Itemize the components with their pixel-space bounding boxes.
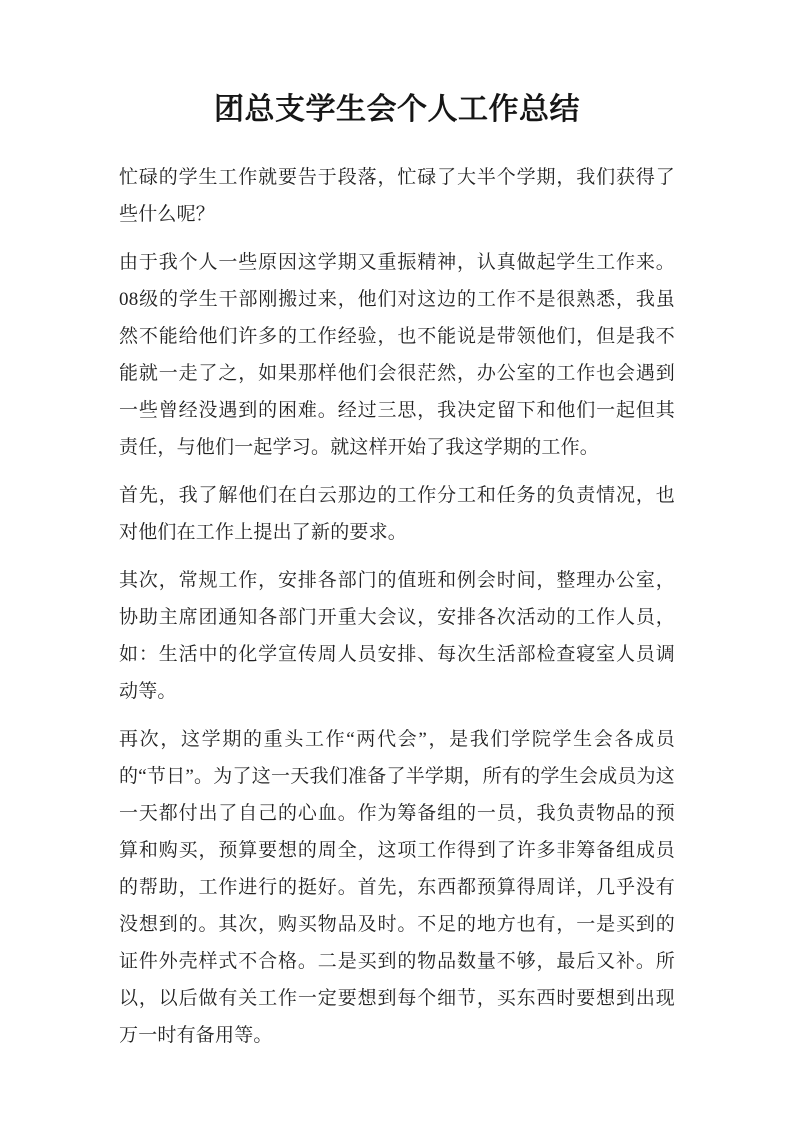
paragraph-second-point: 其次，常规工作，安排各部门的值班和例会时间，整理办公室，协助主席团通知各部门开重大会议，安排各次活动的工作人员，如：生活中的化学宣传周人员安排、每次生活部检查寝室人员调动等。 [119, 570, 675, 702]
document-title: 团总支学生会个人工作总结 [214, 93, 580, 126]
paragraph-intro: 忙碌的学生工作就要告于段落，忙碌了大半个学期，我们获得了些什么呢？ [119, 167, 675, 225]
paragraph-third-point: 再次，这学期的重头工作“两代会”，是我们学院学生会各成员的“节日”。为了这一天我们准备了半学期，所有的学生会成员为这一天都付出了自己的心血。作为筹备组的一员，我负责物品的预算和购买，预算要想的周全，这项工作得到了许多非筹备组成员的帮助，工作进行的挺好。首先，东西都预算得周详，几乎没有没想到的。其次，购买物品及时。不足的地方也有，一是买到的证件外壳样式不合格。二是买到的物品数量不够，最后又补。所以，以后做有关工作一定要想到每个细节，买东西时要想到出现万一时有备用等。 [119, 729, 675, 1046]
paragraph-first-point: 首先，我了解他们在白云那边的工作分工和任务的负责情况，也对他们在工作上提出了新的要求。 [119, 485, 675, 543]
paragraph-reason: 由于我个人一些原因这学期又重振精神，认真做起学生工作来。08级的学生干部刚搬过来，他们对这边的工作不是很熟悉，我虽然不能给他们许多的工作经验，也不能说是带领他们，但是我不能就一走了之，如果那样他们会很茫然，办公室的工作也会遇到一些曾经没遇到的困难。经过三思，我决定留下和他们一起但其责任，与他们一起学习。就这样开始了我这学期的工作。 [119, 252, 675, 458]
